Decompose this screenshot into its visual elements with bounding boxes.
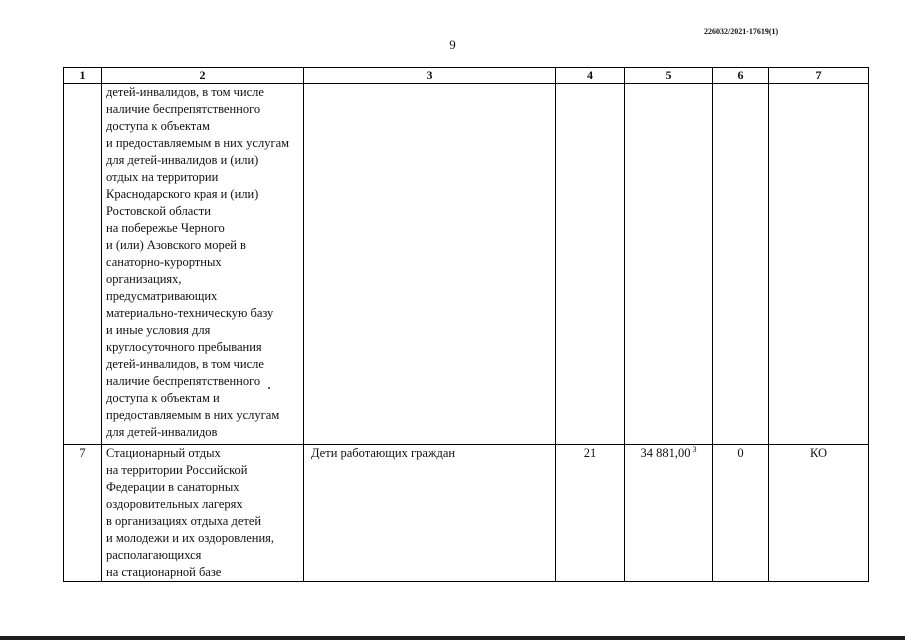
cell-line: наличие беспрепятственного (106, 102, 261, 116)
cell-line: организациях, (106, 272, 182, 286)
row2-col6-cell (713, 445, 769, 582)
col4-value: 21 (583, 446, 597, 460)
footnote-marker: 3 (692, 445, 697, 454)
row-number: 7 (79, 446, 86, 460)
cell-line: на стационарной базе (106, 565, 222, 579)
scan-speck (268, 387, 270, 389)
table-header-row (64, 68, 869, 84)
row1-col5-cell (625, 84, 713, 445)
table-row (64, 445, 869, 582)
cell-line: на территории Российской (106, 463, 248, 477)
column-header-5: 5 (625, 68, 713, 84)
column-header-2: 2 (102, 68, 304, 84)
cell-line: доступа к объектам и (106, 391, 220, 405)
row1-category-cell (304, 84, 556, 445)
cell-line: Стационарный отдых (106, 446, 221, 460)
row2-col4-cell (556, 445, 625, 582)
table-row (64, 84, 869, 445)
column-header-4: 4 (556, 68, 625, 84)
row1-col6-cell (713, 84, 769, 445)
row1-col4-cell (556, 84, 625, 445)
cell-line: располагающихся (106, 548, 202, 562)
cell-line: в организациях отдыха детей (106, 514, 262, 528)
column-header-3: 3 (304, 68, 556, 84)
cell-line: для детей-инвалидов (106, 425, 218, 439)
column-header-7: 7 (769, 68, 869, 84)
cell-line: детей-инвалидов, в том числе (106, 357, 264, 371)
cell-line: и молодежи и их оздоровления, (106, 531, 275, 545)
row2-col7-cell (769, 445, 869, 582)
cell-line: материально-техническую базу (106, 306, 274, 320)
cell-line: и иные условия для (106, 323, 211, 337)
cell-line: и (или) Азовского морей в (106, 238, 246, 252)
cell-line: Ростовской области (106, 204, 211, 218)
cell-line: Краснодарского края и (или) (106, 187, 259, 201)
cell-line: доступа к объектам (106, 119, 210, 133)
cell-line: детей-инвалидов, в том числе (106, 85, 264, 99)
scan-bottom-edge (0, 636, 905, 640)
row1-number-cell (64, 84, 102, 445)
registration-number: 226032/2021-17619(1) (704, 27, 779, 36)
row1-description-cell (102, 84, 304, 445)
col6-value: 0 (737, 446, 744, 460)
cell-line: санаторно-курортных (106, 255, 222, 269)
row2-col5-cell (625, 445, 713, 582)
cell-line: оздоровительных лагерях (106, 497, 243, 511)
col5-value: 34 881,00 (640, 446, 691, 460)
col7-value: КО (809, 446, 828, 460)
row1-col7-cell (769, 84, 869, 445)
cell-line: отдых на территории (106, 170, 219, 184)
row2-number-cell (64, 445, 102, 582)
cell-line: предоставляемым в них услугам (106, 408, 280, 422)
column-header-1: 1 (64, 68, 102, 84)
cell-line: круглосуточного пребывания (106, 340, 262, 354)
cell-line: на побережье Черного (106, 221, 225, 235)
category-text: Дети работающих граждан (311, 446, 456, 460)
cell-line: и предоставляемым в них услугам (106, 136, 290, 150)
row2-description-cell (102, 445, 304, 582)
column-header-6: 6 (713, 68, 769, 84)
cell-line: предусматривающих (106, 289, 218, 303)
row2-category-cell (304, 445, 556, 582)
cell-line: для детей-инвалидов и (или) (106, 153, 259, 167)
page-number: 9 (449, 37, 456, 52)
cell-line: Федерации в санаторных (106, 480, 240, 494)
services-table (63, 67, 869, 582)
cell-line: наличие беспрепятственного (106, 374, 261, 388)
